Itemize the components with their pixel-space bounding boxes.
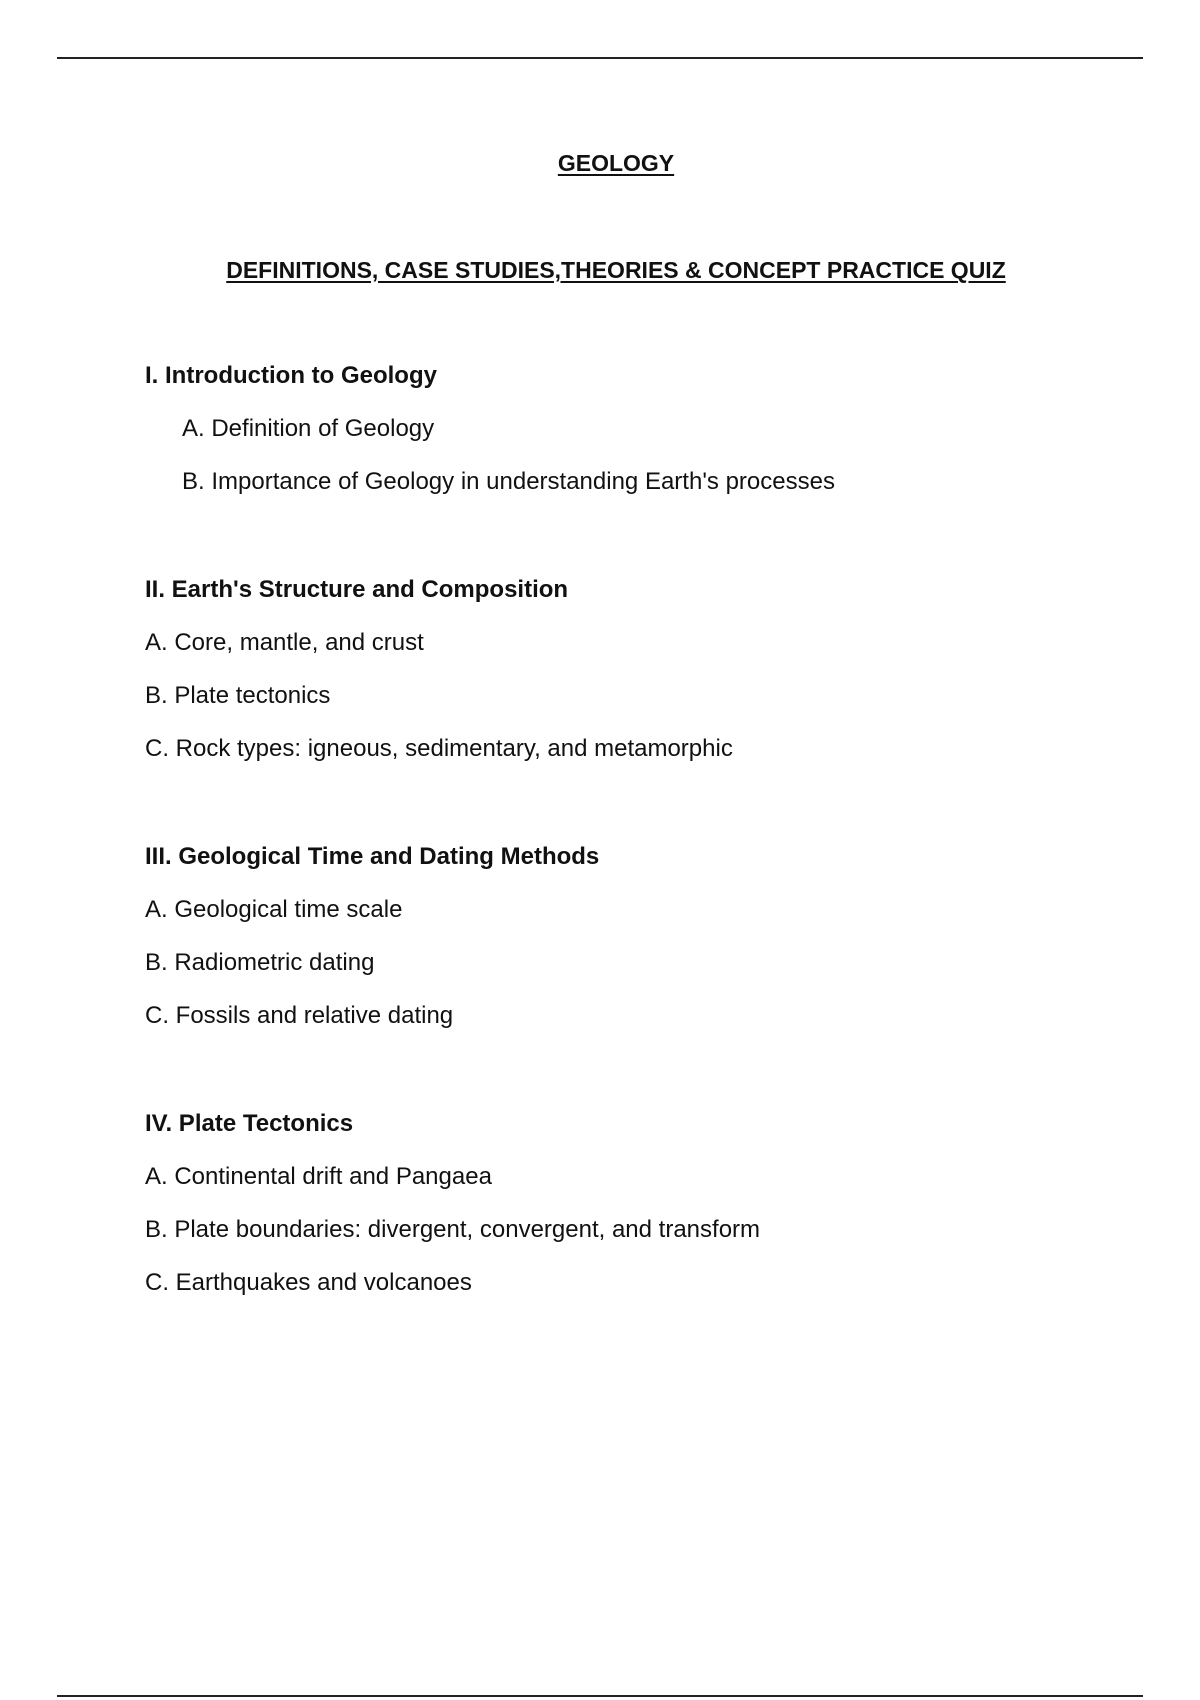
outline-item: C. Rock types: igneous, sedimentary, and metamorphic bbox=[145, 735, 733, 762]
outline-item: C. Fossils and relative dating bbox=[145, 1002, 454, 1029]
section-introduction bbox=[145, 360, 835, 519]
outline-item: A. Core, mantle, and crust bbox=[145, 629, 424, 656]
outline-item: B. Plate boundaries: divergent, convergent, and transform bbox=[145, 1216, 761, 1243]
section-earth-structure bbox=[145, 574, 733, 786]
outline-item: C. Earthquakes and volcanoes bbox=[145, 1269, 472, 1296]
outline-item: A. Geological time scale bbox=[145, 896, 403, 923]
section-geological-time bbox=[145, 841, 599, 1053]
outline-item: A. Continental drift and Pangaea bbox=[145, 1163, 492, 1190]
outline-item: B. Radiometric dating bbox=[145, 949, 375, 976]
top-rule bbox=[57, 57, 1143, 59]
section-heading: III. Geological Time and Dating Methods bbox=[145, 843, 600, 870]
section-heading: IV. Plate Tectonics bbox=[145, 1110, 354, 1137]
document-subtitle: DEFINITIONS, CASE STUDIES,THEORIES & CONCEPT PRACTICE QUIZ bbox=[226, 257, 1006, 283]
bottom-rule bbox=[57, 1695, 1143, 1697]
document-title: GEOLOGY bbox=[557, 150, 675, 176]
outline-item: B. Plate tectonics bbox=[145, 682, 331, 709]
outline-item: B. Importance of Geology in understanding Earth's processes bbox=[182, 468, 835, 495]
section-heading: II. Earth's Structure and Composition bbox=[145, 576, 569, 603]
section-plate-tectonics bbox=[145, 1108, 760, 1320]
section-heading: I. Introduction to Geology bbox=[145, 362, 437, 389]
outline-item: A. Definition of Geology bbox=[182, 415, 435, 442]
